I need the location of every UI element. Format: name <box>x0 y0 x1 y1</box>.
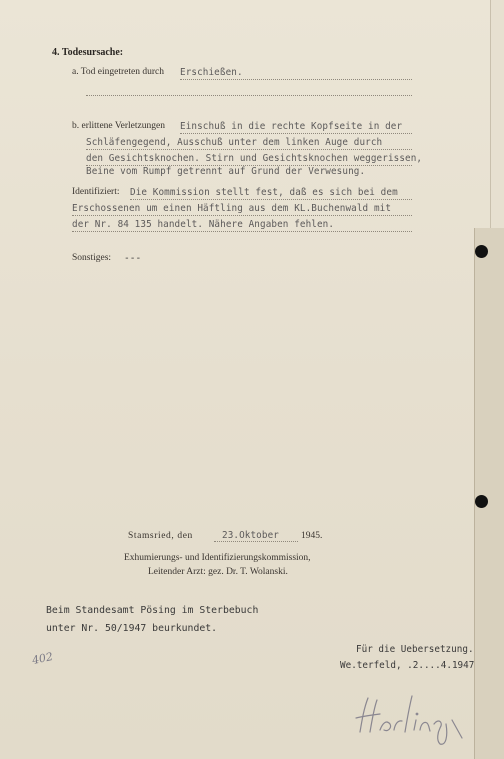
punch-hole-bottom <box>475 495 488 508</box>
injuries-dotted-2 <box>86 149 412 150</box>
blank-dotted-line <box>86 95 412 96</box>
cause-dotted-line <box>180 79 412 80</box>
injuries-line-1: Einschuß in die rechte Kopfseite in der <box>180 121 403 132</box>
commission-line-2: Leitender Arzt: gez. Dr. T. Wolanski. <box>148 567 288 577</box>
registry-line-2: unter Nr. 50/1947 beurkundet. <box>46 623 218 634</box>
injuries-line-3: den Gesichtsknochen. Stirn und Gesichtsknochen weggerissen, <box>86 153 423 164</box>
dateline-day-month: 23.Oktober <box>222 530 279 541</box>
cause-value: Erschießen. <box>180 67 243 78</box>
other-label: Sonstiges: <box>72 253 112 263</box>
certification-line-2: We.terfeld, .2....4.1947 <box>340 660 475 671</box>
injuries-line-2: Schläfengegend, Ausschuß unter dem linken Auge durch <box>86 137 383 148</box>
dateline-dotted <box>214 541 298 542</box>
identified-line-1: Die Kommission stellt fest, daß es sich bei dem <box>130 187 398 198</box>
cause-label: a. Tod eingetreten durch <box>72 67 165 77</box>
injuries-label: b. erlittene Verletzungen <box>72 121 165 131</box>
identified-line-2: Erschossenen um einen Häftling aus dem KL.Buchenwald mit <box>72 203 392 214</box>
backing-sheet-edge <box>474 228 504 759</box>
identified-dotted-2 <box>72 215 412 216</box>
section-heading: 4. Todesursache: <box>52 47 124 58</box>
injuries-line-4: Beine vom Rumpf getrennt auf Grund der Verwesung. <box>86 166 366 177</box>
identified-dotted-1 <box>130 199 412 200</box>
identified-label: Identifiziert: <box>72 187 120 197</box>
dateline-year: 1945. <box>301 531 323 541</box>
identified-dotted-3 <box>72 231 412 232</box>
handwritten-signature <box>350 690 480 750</box>
injuries-dotted-1 <box>180 133 412 134</box>
dateline-place: Stamsried, den <box>128 531 193 541</box>
certification-line-1: Für die Uebersetzung. <box>356 644 474 655</box>
other-value: --- <box>124 253 142 264</box>
punch-hole-top <box>475 245 488 258</box>
commission-line-1: Exhumierungs- und Identifizierungskommission, <box>124 553 311 563</box>
identified-line-3: der Nr. 84 135 handelt. Nähere Angaben fehlen. <box>72 219 335 230</box>
registry-line-1: Beim Standesamt Pösing im Sterbebuch <box>46 605 259 616</box>
handwritten-number: 402 <box>30 649 55 668</box>
